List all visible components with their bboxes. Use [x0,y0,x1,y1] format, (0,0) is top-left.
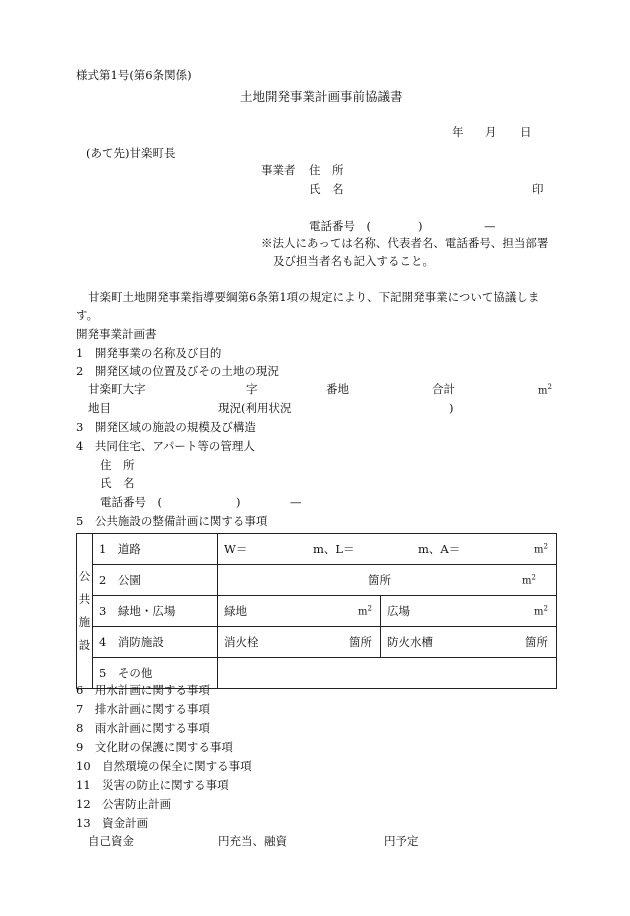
funding-loan: 円充当、融資 [218,834,287,848]
location-total: 合計 [432,382,455,396]
item-7: 7 排水計画に関する事項 [76,702,210,716]
manager-phone-label: 電話番号 ( [100,495,162,509]
public-facilities-table [76,533,557,689]
intro-line1: 甘楽町土地開発事業指導要綱第6条第1項の規定により、下記開発事業について協議しま [88,290,540,304]
location-oaza: 甘楽町大字 [88,382,146,396]
fire-hydrant: 消火栓 箇所 [218,627,381,658]
item-3: 3 開発区域の施設の規模及び構造 [76,420,256,434]
other-label: 5 その他 [93,658,218,689]
public-facilities-side-label: 公 共 施 設 [77,534,93,689]
document-title: 土地開発事業計画事前協議書 [240,89,403,104]
item-11: 11 災害の防止に関する事項 [76,778,229,792]
funding-plan: 円予定 [384,834,419,848]
date-month-label: 月 [485,125,497,139]
plan-heading: 開発事業計画書 [76,327,157,341]
applicant-label: 事業者 [261,163,296,177]
fire-label: 4 消防施設 [93,627,218,658]
manager-phone-close: ) [236,495,241,509]
date-day-label: 日 [520,125,532,139]
applicant-note-line1: ※法人にあっては名称、代表者名、電話番号、担当部署 [261,236,549,250]
item-1: 1 開発事業の名称及び目的 [76,346,222,360]
item-5: 5 公共施設の整備計画に関する事項 [76,514,268,528]
manager-address-label: 住 所 [100,458,135,472]
applicant-note-line2: 及び担当者名も記入すること。 [273,254,434,268]
item-12: 12 公害防止計画 [76,797,172,811]
manager-name-label: 氏 名 [100,476,135,490]
location-chimoku: 地目 [88,401,111,415]
location-total-unit: $m^2$ [538,383,552,397]
applicant-phone-label: 電話番号 ( [309,219,371,233]
item-2: 2 開発区域の位置及びその土地の現況 [76,364,279,378]
item-10: 10 自然環境の保全に関する事項 [76,759,252,773]
plaza-area: 広場 $m^2$ [381,596,557,627]
road-dimensions: W＝ m、L＝ m、A＝ $m^2$ [218,534,557,565]
form-number: 様式第1号(第6条関係) [76,68,192,82]
location-genkyo-close: ) [449,401,454,415]
road-label: 1 道路 [93,534,218,565]
funding-own: 自己資金 [88,834,134,848]
green-area: 緑地 $m^2$ [218,596,381,627]
item-9: 9 文化財の保護に関する事項 [76,740,233,754]
location-aza: 字 [246,382,258,396]
applicant-address-label: 住 所 [309,163,344,177]
seal-mark: 印 [532,182,544,196]
manager-phone-dash: — [290,495,302,509]
green-label: 3 緑地・広場 [93,596,218,627]
park-values: 箇所 $m^2$ [218,565,557,596]
date-year-label: 年 [452,125,464,139]
applicant-name-label: 氏 名 [309,182,344,196]
item-6: 6 用水計画に関する事項 [76,683,210,697]
applicant-phone-dash: — [484,219,496,233]
item-8: 8 雨水計画に関する事項 [76,721,210,735]
intro-line2: す。 [76,308,99,322]
location-banchi: 番地 [326,382,349,396]
item-13: 13 資金計画 [76,816,149,830]
location-genkyo: 現況(利用状況 [218,401,292,415]
applicant-phone-close: ) [418,219,423,233]
fire-tank: 防火水槽 箇所 [381,627,557,658]
addressee: (あて先)甘楽町長 [86,146,176,160]
other-value [218,658,557,689]
item-4: 4 共同住宅、アパート等の管理人 [76,439,255,453]
park-label: 2 公園 [93,565,218,596]
